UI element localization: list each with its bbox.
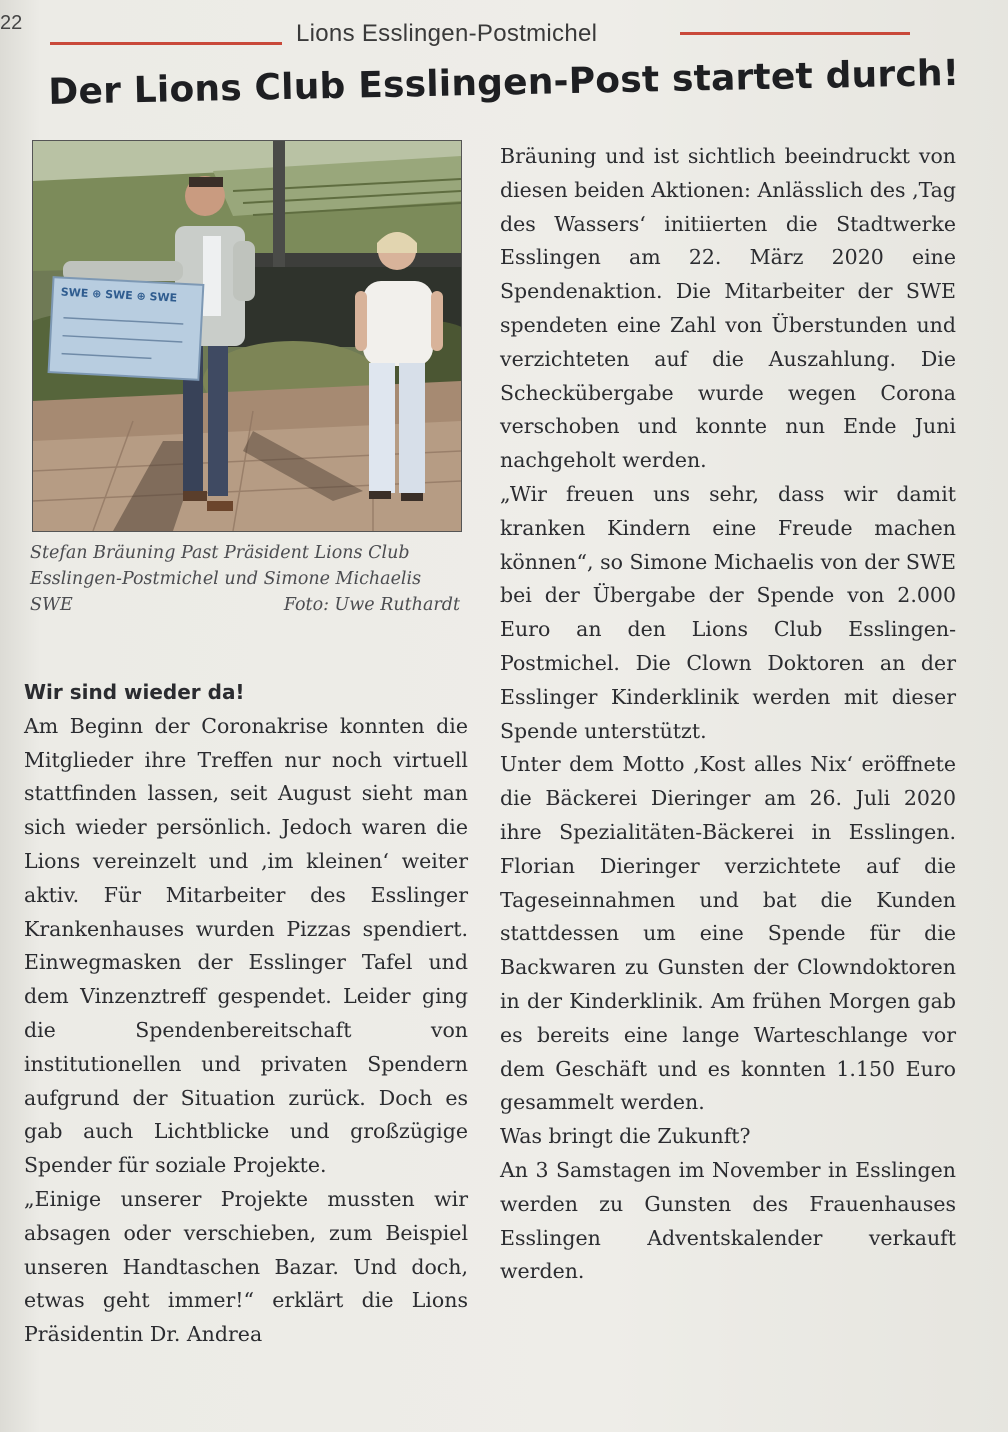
article-headline: Der Lions Club Esslingen-Post startet durch! bbox=[48, 52, 960, 113]
photo-caption-text: Stefan Bräuning Past Präsident Lions Club Esslingen-Postmichel und Simone Michaelis SWE bbox=[30, 543, 422, 615]
photo-credit: Foto: Uwe Ruthardt bbox=[283, 595, 460, 615]
paragraph: Bräuning und ist sichtlich beeindruckt von diesen beiden Aktionen: Anlässlich des ‚Tag des Wassers‘ initiierten die Stadtwerke Esslingen am 22. März 2020 eine Spendenaktion. Die Mitarbeiter der SWE spendeten eine Zahl von Überstunden und verzichteten auf die Auszahlung. Die Scheckübergabe wurde wegen Corona verschoben und konnte nun Ende Juni nachgeholt werden. bbox=[500, 144, 956, 473]
page-number: 22 bbox=[0, 12, 23, 34]
photo-caption bbox=[30, 540, 466, 618]
article-column-left bbox=[24, 676, 468, 1352]
section-title: Lions Esslingen-Postmichel bbox=[296, 20, 598, 47]
paragraph: An 3 Samstagen im November in Esslingen werden zu Gunsten des Frauenhauses Esslingen Adventskalender verkauft werden. bbox=[500, 1157, 956, 1284]
paragraph: „Wir freuen uns sehr, dass wir damit kranken Kindern eine Freude machen können“, so Simone Michaelis von der SWE bei der Übergabe der Spende von 2.000 Euro an den Lions Club Esslingen-Postmichel. Die Clown Doktoren an der Esslinger Kinderklinik werden mit dieser Spende unterstützt. bbox=[500, 481, 956, 743]
paragraph: Unter dem Motto ‚Kost alles Nix‘ eröffnete die Bäckerei Dieringer am 26. Juli 2020 ihre Spezialitäten-Bäckerei in Esslingen. Florian Dieringer verzichtete auf die Tageseinnahmen und bat die Kunden stattdessen um eine Spende für die Backwaren zu Gunsten der Clowndoktoren in der Kinderklinik. Am frühen Morgen gab es bereits eine lange Warteschlange vor dem Geschäft und es konnten 1.150 Euro gesammelt werden. bbox=[500, 752, 956, 1115]
photo-illustration bbox=[33, 141, 461, 531]
check-text: SWE ⊕ SWE ⊕ SWE bbox=[60, 285, 178, 305]
header-rule-left bbox=[50, 42, 282, 45]
subheading-wir-sind-wieder-da: Wir sind wieder da! bbox=[24, 680, 245, 704]
header-rule-right bbox=[680, 32, 910, 35]
paragraph: „Einige unserer Projekte mussten wir absagen oder verschieben, zum Beispiel unseren Handtaschen Bazar. Und doch, etwas geht immer!“ erklärt die Lions Präsidentin Dr. Andrea bbox=[24, 1186, 468, 1347]
article-column-right bbox=[500, 140, 956, 1289]
article-photo bbox=[32, 140, 462, 532]
paragraph: Am Beginn der Coronakrise konnten die Mitglieder ihre Treffen nur noch virtuell stattfinden lassen, seit August sieht man sich wieder persönlich. Jedoch waren die Lions vereinzelt und ‚im kleinen‘ weiter aktiv. Für Mitarbeiter des Esslinger Krankenhauses wurden Pizzas spendiert. Einwegmasken der Esslinger Tafel und dem Vinzenztreff gespendet. Leider ging die Spendenbereitschaft von institutionellen und privaten Spendern aufgrund der Situation zurück. Doch es gab auch Lichtblicke und großzügige Spender für soziale Projekte. bbox=[24, 713, 468, 1178]
subheading-was-bringt-die-zukunft: Was bringt die Zukunft? bbox=[500, 1124, 751, 1149]
donation-check bbox=[49, 277, 204, 380]
section-header bbox=[50, 20, 920, 56]
